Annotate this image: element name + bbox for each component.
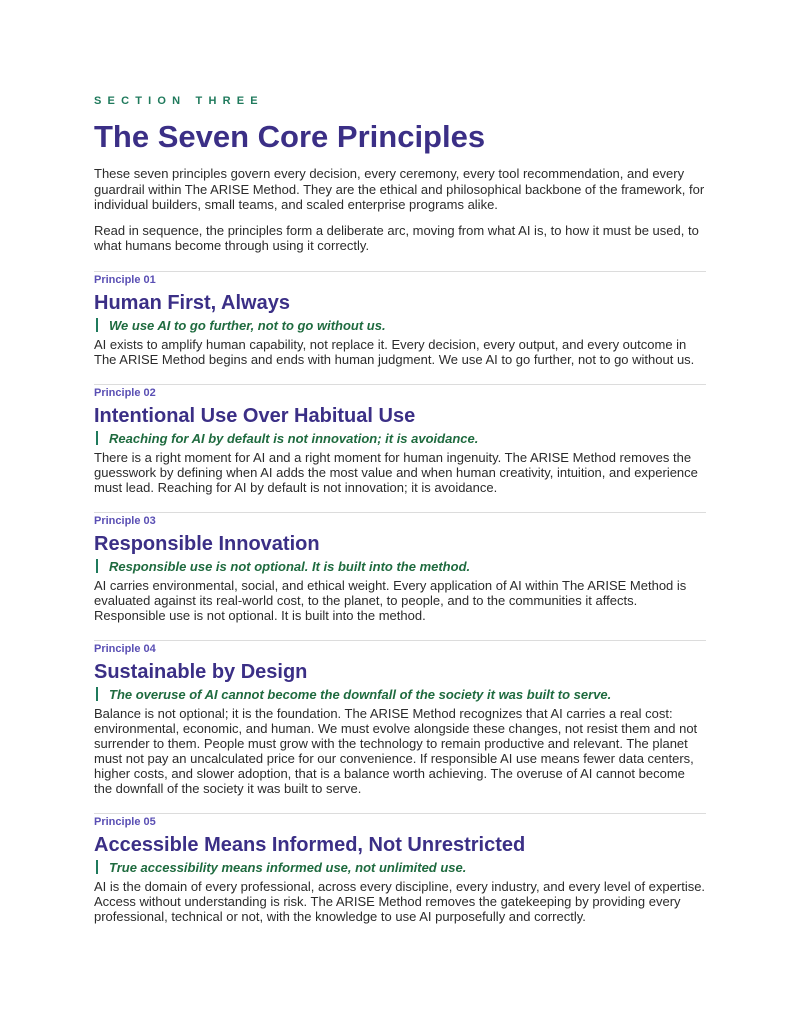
principle-number: Principle 01 bbox=[94, 273, 156, 286]
tagline-bar bbox=[96, 687, 98, 701]
principle-body: AI carries environmental, social, and ethical weight. Every application of AI within The ARISE Method is evaluated against its real-world cost, to the planet, to people, and to the communities it affects. Responsible use is not optional. It is built into the method. bbox=[94, 577, 687, 623]
tagline-bar bbox=[96, 318, 98, 332]
tagline-text: Reaching for AI by default is not innovation; it is avoidance. bbox=[109, 430, 479, 446]
section-label: SECTION THREE bbox=[94, 95, 264, 107]
principle-tagline bbox=[94, 687, 706, 702]
tagline-bar bbox=[96, 860, 98, 874]
principle-title: Accessible Means Informed, Not Unrestricted bbox=[94, 833, 526, 856]
principle-05 bbox=[94, 813, 706, 924]
intro-paragraph: Read in sequence, the principles form a deliberate arc, moving from what AI is, to how it must be used, to what humans become through using it correctly. bbox=[94, 222, 699, 253]
principle-title: Sustainable by Design bbox=[94, 660, 308, 683]
principle-number: Principle 04 bbox=[94, 642, 156, 655]
principle-title: Responsible Innovation bbox=[94, 532, 320, 555]
principle-tagline bbox=[94, 860, 706, 875]
tagline-text: True accessibility means informed use, not unlimited use. bbox=[109, 859, 467, 875]
principle-02 bbox=[94, 384, 706, 495]
page-title: The Seven Core Principles bbox=[94, 119, 486, 154]
principle-01 bbox=[94, 271, 706, 367]
principle-number: Principle 02 bbox=[94, 386, 156, 399]
principle-title: Intentional Use Over Habitual Use bbox=[94, 404, 416, 427]
principle-body: AI is the domain of every professional, across every discipline, every industry, and every level of expertise. Access without understanding is risk. The ARISE Method removes the gatekeeping by providing every professional, technical or not, with the knowledge to use AI purposefully and correctly. bbox=[94, 878, 706, 924]
tagline-text: The overuse of AI cannot become the downfall of the society it was built to serve. bbox=[109, 686, 612, 702]
principle-tagline bbox=[94, 559, 706, 574]
principle-title: Human First, Always bbox=[94, 291, 290, 314]
principle-body: AI exists to amplify human capability, not replace it. Every decision, every output, and every outcome in The ARISE Method begins and ends with human judgment. We use AI to go further, not to go without us. bbox=[94, 336, 695, 367]
principle-04 bbox=[94, 640, 706, 796]
principle-tagline bbox=[94, 318, 706, 333]
principle-body: Balance is not optional; it is the foundation. The ARISE Method recognizes that AI carries a real cost: environmental, economic, and human. We must evolve alongside these changes, not resist them and not surrender to them. People must grow with the technology to remain productive and relevant. The planet must not pay an uncalculated price for our convenience. If responsible AI use means fewer data centers, higher costs, and slower adoption, that is a balance worth achieving. The overuse of AI cannot become the downfall of the society it was built to serve. bbox=[94, 705, 698, 796]
intro bbox=[94, 166, 706, 254]
principle-number: Principle 03 bbox=[94, 514, 156, 527]
principle-number: Principle 05 bbox=[94, 815, 156, 828]
tagline-bar bbox=[96, 559, 98, 573]
principle-tagline bbox=[94, 431, 706, 446]
tagline-text: We use AI to go further, not to go without us. bbox=[109, 317, 386, 333]
principle-body: There is a right moment for AI and a right moment for human ingenuity. The ARISE Method removes the guesswork by defining when AI adds the most value and when human creativity, intuition, and experience must lead. Reaching for AI by default is not innovation; it is avoidance. bbox=[94, 449, 698, 495]
intro-paragraph: These seven principles govern every decision, every ceremony, every tool recommendation, and every guardrail within The ARISE Method. They are the ethical and philosophical backbone of the framework, for individual builders, small teams, and scaled enterprise programs alike. bbox=[94, 166, 705, 212]
tagline-bar bbox=[96, 431, 98, 445]
principle-03 bbox=[94, 512, 706, 623]
tagline-text: Responsible use is not optional. It is built into the method. bbox=[109, 558, 471, 574]
